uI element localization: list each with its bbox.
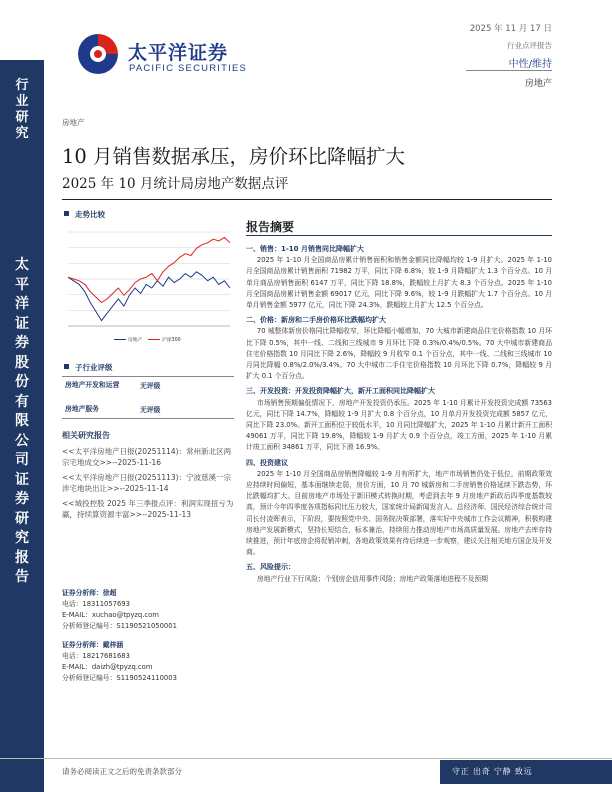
sub-industry-heading xyxy=(64,362,113,373)
industry-rating: 中性/维持 xyxy=(508,59,552,70)
sub-industry-rating: 无评级 xyxy=(140,382,161,390)
abstract-section-title: 五、风险提示： xyxy=(246,563,295,572)
sidebar-char: 证 xyxy=(15,471,29,488)
related-report-link[interactable]: <<太平洋房地产日报(20251114)：常州新北区两宗宅地成交>>--2025-11-16 xyxy=(62,447,232,467)
sub-industry-rule-bottom xyxy=(62,418,234,419)
footer-motto: 守正 出奇 宁静 致远 xyxy=(440,760,612,784)
related-reports-list xyxy=(62,446,234,524)
sub-industry-rule-top xyxy=(62,376,234,377)
page-subtitle: 2025 年 10 月统计局房地产数据点评 xyxy=(62,176,289,192)
abstract-paragraph: 2025 年 1-10 月全国商品房累计销售面积和销售金额同比降幅均较 1-9 月扩大。2025 年 1-10 月全国商品房累计销售面积 71982 万平，同比下降 6.8%，较 1-9 月降幅扩大 1.3 个百分点。10 月单月商品房销售面积 6147 万平，同比下降 18.8%，跌幅较上月扩大 8.3 个百分点。2025 年 1-10 月全国商品房累计销售金额 69017 亿元，同比下降 9.6%，较 1-9 月跌幅扩大 1.7 个百分点。10 月单月销售金额 5977 亿元，同比下降 24.3%，跌幅较上月扩大 12.5 个百分点。 xyxy=(246,256,552,310)
analyst-role: 证券分析师： xyxy=(62,641,103,649)
sidebar-char: 司 xyxy=(15,452,29,468)
related-report-link[interactable]: <<太平洋房地产日报(20251113)：宁波慈溪一宗涉宅地块出让>>--2025-11-14 xyxy=(62,473,232,493)
abstract-paragraph: 市场销售预期偏低情况下，房地产开发投资仍承压。2025 年 1-10 月累计开发投资完成额 73563 亿元，同比下降 14.7%，降幅较 1-9 月扩大 0.8 个百分点，10 月单月开发投资完成额 5857 亿元，同比下降 23.0%。新开工面积位于较低水平，10 月同比降幅扩大，2025 年 1-10 月累计新开工面积 49061 万平，同比下降 19.8%，降幅较 1-9 月扩大 0.9 个百分点，竣工方面，2025 年 1-10 月累计竣工面积 34861 万平，同比下滑 16.9%。 xyxy=(246,398,552,452)
trend-heading xyxy=(64,209,105,220)
abstract-paragraph: 70 城整体新房价格同比降幅收窄，环比降幅小幅增加，70 大城市新建商品住宅价格指数 10 月环比下降 0.5%，其中一线、二线和三线城市 9 月环比下降 0.3%/0.4%/0.5%。70 大中城市新建商品住宅价格指数 10 月同比下降 2.6%，降幅较 9 月收窄 0.1 个百分点，其中一线、二线和三线城市 10 月同比降幅 0.8%/2.0%/3.4%。70 大中城市二手住宅价格指数 10 月环比下降 0.7%，降幅较 9 月扩大 0.1 个百分点。 xyxy=(246,327,552,381)
sidebar-char: 洋 xyxy=(15,296,29,312)
square-bullet-icon xyxy=(64,211,69,216)
footer-divider xyxy=(0,758,612,759)
sidebar-char: 券 xyxy=(15,335,29,351)
abstract-body xyxy=(246,240,552,585)
report-date: 2025 年 11 月 17 日 xyxy=(469,24,552,34)
analyst-info xyxy=(62,640,237,684)
analyst-email[interactable]: E-MAIL：xuchao@tpyzq.com xyxy=(62,611,159,619)
related-reports-heading: 相关研究报告 xyxy=(62,431,110,440)
analyst-phone: 电话：18311057693 xyxy=(62,600,130,608)
abstract-section-title: 四、投资建议 xyxy=(246,458,288,467)
sidebar-char: 股 xyxy=(15,354,29,371)
brand-name-en: PACIFIC SECURITIES xyxy=(129,63,248,74)
page-title: 10 月销售数据承压，房价环比降幅扩大 xyxy=(62,145,406,168)
abstract-paragraph: 2025 年 1-10 月全国商品房销售降幅较 1-9 月有所扩大，地产市场销售仍处于低位，前期政策效应持续时间偏短，基本面继续走弱，房价方面，10 月 70 城新房和二手房销售价格延续下跌态势，环比跌幅均扩大。目前房地产市场处于新旧模式转换时期，考虑到去年 9 月房地产新政后四季度基数较高，预计今年四季度各项指标同比压力较大，国家统计局新闻发言人、总经济师、国民经济综合统计司司长付凌晖表示，下阶段，要按照党中央、国务院决策部署，落实好中央城市工作会议精神，积极构建房地产发展新模式，坚持长短结合，标本兼治，持续用力推动房地产市场高质量发展。房地产去库存持续推进，预计年底房企将促销冲刺，各地政策效果有待后续进一步观察，建议关注相关地方国企及开发商。 xyxy=(246,469,552,557)
sub-industry-heading-text: 子行业评级 xyxy=(75,363,113,372)
chart-legend xyxy=(110,336,181,343)
legend-line-2 xyxy=(148,339,160,340)
abstract-section-title: 二、价格：新房和二手房价格环比跌幅均扩大 xyxy=(246,316,386,325)
sidebar-char: 太 xyxy=(15,257,29,273)
sidebar-char: 告 xyxy=(15,569,29,585)
header-industry: 房地产 xyxy=(524,79,552,89)
analyst-role: 证券分析师： xyxy=(62,589,103,597)
legend-label-2: 沪深300 xyxy=(161,338,181,343)
logo-mark-icon xyxy=(76,32,120,76)
sidebar-char: 券 xyxy=(15,491,29,507)
sidebar-char: 究 xyxy=(15,530,29,546)
sidebar-char: 研 xyxy=(15,110,29,125)
sidebar-char: 有 xyxy=(15,393,29,410)
series-line-2 xyxy=(68,237,230,302)
analyst-cert: 分析师登记编号：S1190521050001 xyxy=(62,622,177,630)
sub-industry-name: 房地产开发和运营 xyxy=(65,381,120,389)
analyst-phone: 电话：18217681683 xyxy=(62,652,130,660)
industry-label: 房地产 xyxy=(62,118,85,127)
disclaimer-note: 请务必阅读正文之后的免责条款部分 xyxy=(62,767,182,776)
sidebar-char: 平 xyxy=(15,276,29,293)
brand-name-cn: 太平洋证券 xyxy=(128,42,229,64)
abstract-section-title: 三、开发投资：开发投资降幅扩大，新开工面积同比降幅扩大 xyxy=(246,387,435,396)
legend-line-1 xyxy=(114,339,126,340)
analyst-name: 徐超 xyxy=(102,589,117,597)
sidebar-char: 限 xyxy=(15,413,29,429)
square-bullet-icon xyxy=(64,364,69,369)
analyst-name: 戴梓涵 xyxy=(102,641,124,649)
abstract-paragraph: 房地产行业下行风险；个别房企信用事件风险；房地产政策落地进程不及预期 xyxy=(256,574,488,583)
header-divider xyxy=(466,70,552,71)
sidebar-company-name xyxy=(8,256,36,588)
trend-chart-svg xyxy=(64,226,234,334)
sidebar-char: 公 xyxy=(15,432,29,449)
sidebar-report-category xyxy=(8,78,36,142)
sidebar-char: 证 xyxy=(15,315,29,332)
sidebar-char: 份 xyxy=(15,374,29,390)
legend-label-1: 房地产 xyxy=(128,338,143,343)
sidebar-char: 报 xyxy=(15,549,29,566)
trend-heading-text: 走势比较 xyxy=(75,210,105,219)
sidebar-char: 研 xyxy=(15,510,29,527)
abstract-divider xyxy=(246,235,552,236)
sidebar-char: 究 xyxy=(15,126,29,141)
sub-industry-rating: 无评级 xyxy=(140,406,161,414)
report-type: 行业点评报告 xyxy=(507,41,552,50)
analyst-info xyxy=(62,588,237,632)
abstract-heading: 报告摘要 xyxy=(246,220,295,234)
sidebar-char: 业 xyxy=(15,94,29,109)
trend-chart xyxy=(64,226,234,348)
title-divider xyxy=(62,199,552,200)
related-report-link[interactable]: <<城投控股 2025 年三季报点评：利润实现扭亏为赢，持续算资源丰富>>--2025-11-13 xyxy=(62,499,234,519)
abstract-section-title: 一、销售：1-10 月销售同比降幅扩大 xyxy=(246,245,364,253)
sub-industry-name: 房地产服务 xyxy=(65,405,99,413)
left-sidebar xyxy=(0,60,44,792)
analyst-email[interactable]: E-MAIL：daizh@tpyzq.com xyxy=(62,663,153,671)
analyst-cert: 分析师登记编号：S1190524110003 xyxy=(62,674,177,682)
sidebar-char: 行 xyxy=(15,78,29,93)
